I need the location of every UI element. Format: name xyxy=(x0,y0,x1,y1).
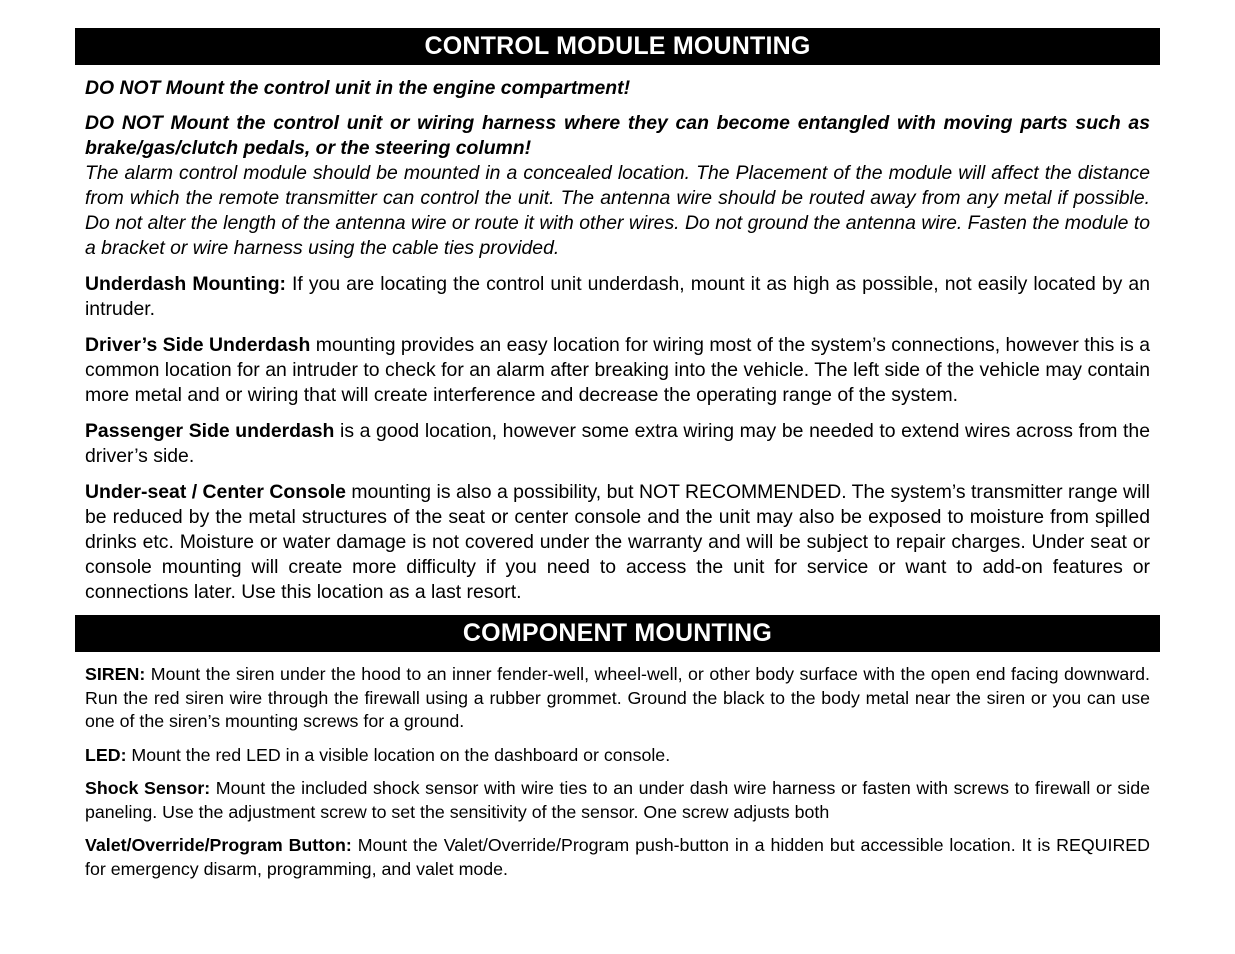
control-module-section xyxy=(75,76,1160,605)
warning-moving-parts: DO NOT Mount the control unit or wiring harness where they can become entangled with moving parts such as brake/gas/clutch pedals, or the steering column! xyxy=(85,112,1150,159)
underdash-mounting-text: If you are locating the control unit underdash, mount it as high as possible, not easily located by an intruder. xyxy=(85,273,1150,320)
passenger-side-paragraph xyxy=(85,419,1150,469)
document-page xyxy=(75,28,1160,881)
under-seat-label: Under-seat / Center Console xyxy=(85,481,346,503)
siren-paragraph xyxy=(85,663,1150,734)
led-label: LED: xyxy=(85,744,127,765)
section-title-component-mounting: COMPONENT MOUNTING xyxy=(75,615,1160,652)
section-title-control-module-mounting: CONTROL MODULE MOUNTING xyxy=(75,28,1160,65)
component-section xyxy=(75,663,1160,881)
driver-side-paragraph xyxy=(85,333,1150,408)
passenger-side-text: is a good location, however some extra wiring may be needed to extend wires across from the driver’s side. xyxy=(85,420,1150,467)
driver-side-label: Driver’s Side Underdash xyxy=(85,334,311,356)
led-paragraph xyxy=(85,744,1150,768)
passenger-side-label: Passenger Side underdash xyxy=(85,420,335,442)
placement-intro-paragraph: The alarm control module should be mounted in a concealed location. The Placement of the module will affect the distance from which the remote transmitter can control the unit. The antenna wire should be routed away from any metal if possible. Do not alter the length of the antenna wire or route it with other wires. Do not ground the antenna wire. Fasten the module to a bracket or wire harness using the cable ties provided. xyxy=(85,162,1150,259)
valet-button-paragraph xyxy=(85,834,1150,881)
driver-side-text: mounting provides an easy location for wiring most of the system’s connections, however this is a common location for an intruder to check for an alarm after breaking into the vehicle. The left side of the vehicle may contain more metal and or wiring that will create interference and decrease the operating range of the system. xyxy=(85,334,1151,406)
valet-button-label: Valet/Override/Program Button: xyxy=(85,835,352,855)
underdash-mounting-paragraph xyxy=(85,272,1150,322)
shock-sensor-label: Shock Sensor: xyxy=(85,778,211,798)
siren-label: SIREN: xyxy=(85,664,146,684)
warning-engine-compartment: DO NOT Mount the control unit in the engine compartment! xyxy=(85,77,631,99)
underdash-mounting-label: Underdash Mounting: xyxy=(85,273,286,295)
shock-sensor-paragraph xyxy=(85,777,1150,824)
shock-sensor-text: Mount the included shock sensor with wire ties to an under dash wire harness or fasten with screws to firewall or side paneling. Use the adjustment screw to set the sensitivity of the sensor. One screw adjusts both xyxy=(85,778,1150,822)
siren-text: Mount the siren under the hood to an inner fender-well, wheel-well, or other body surface with the open end facing downward. Run the red siren wire through the firewall using a rubber grommet. Ground the black to the body metal near the siren or you can use one of the siren’s mounting screws for a ground. xyxy=(85,664,1150,731)
led-text: Mount the red LED in a visible location on the dashboard or console. xyxy=(126,744,671,765)
under-seat-paragraph xyxy=(85,480,1150,605)
valet-button-text: Mount the Valet/Override/Program push-button in a hidden but accessible location. It is REQUIRED for emergency disarm, programming, and valet mode. xyxy=(85,835,1150,879)
under-seat-text: mounting is also a possibility, but NOT RECOMMENDED. The system’s transmitter range will be reduced by the metal structures of the seat or center console and the unit may also be exposed to moisture from spilled drinks etc. Moisture or water damage is not covered under the warranty and will be subject to repair charges. Under seat or console mounting will create more difficulty if you need to access the unit for service or want to add-on features or connections later. Use this location as a last resort. xyxy=(85,481,1150,603)
